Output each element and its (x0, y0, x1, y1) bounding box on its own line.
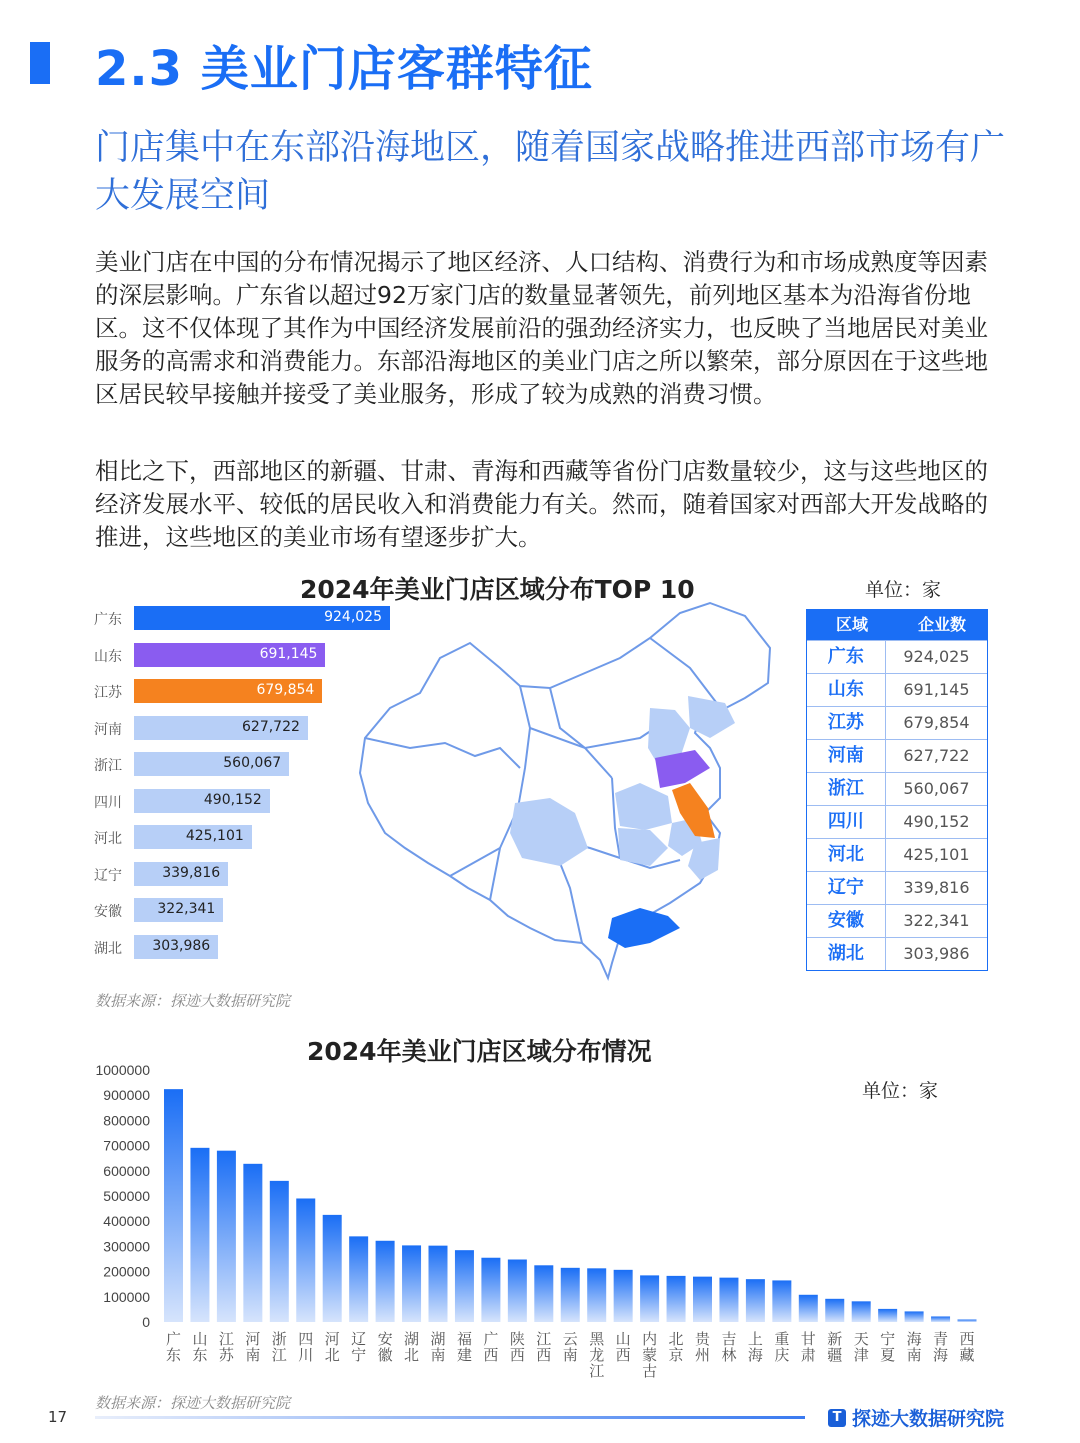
x-category-label: 四 (298, 1330, 314, 1348)
top10-bar-label: 辽宁 (94, 867, 122, 884)
chart-bar (561, 1268, 580, 1322)
y-tick-label: 300000 (103, 1238, 150, 1255)
x-category-label: 甘 (800, 1330, 816, 1348)
table-cell-count: 924,025 (903, 647, 970, 666)
x-category-label: 江 (536, 1330, 552, 1348)
footer-divider (95, 1416, 805, 1419)
table-cell-region: 广东 (807, 641, 886, 673)
table-row (807, 772, 987, 805)
chart-bar (270, 1181, 289, 1322)
x-category-label: 江 (589, 1362, 605, 1380)
x-category-label: 蒙 (642, 1346, 658, 1364)
table-cell-region: 江苏 (807, 707, 886, 739)
chart-bar (481, 1258, 500, 1322)
top10-bar (134, 752, 289, 776)
x-category-label: 湖 (404, 1330, 420, 1348)
y-tick-label: 1000000 (95, 1062, 150, 1078)
top10-bar (134, 789, 270, 813)
x-category-label: 西 (483, 1346, 499, 1364)
top10-bar-row (90, 789, 390, 813)
x-category-label: 建 (456, 1346, 472, 1364)
x-category-label: 西 (509, 1346, 525, 1364)
x-category-label: 北 (324, 1346, 340, 1364)
chart-bar (614, 1270, 633, 1322)
top10-bar-label: 河南 (94, 721, 122, 738)
y-tick-label: 600000 (103, 1162, 150, 1179)
x-category-label: 苏 (218, 1346, 234, 1364)
table-cell-count: 627,722 (903, 746, 970, 765)
chart-bar (217, 1151, 236, 1322)
x-category-label: 徽 (377, 1346, 393, 1364)
page-subtitle: 门店集中在东部沿海地区，随着国家战略推进西部市场有广大发展空间 (95, 128, 1006, 216)
table-row (807, 937, 987, 970)
x-category-label: 安 (377, 1330, 393, 1348)
y-tick-label: 800000 (103, 1112, 150, 1129)
top10-bar-value: 490,152 (203, 791, 262, 808)
top10-bar-row (90, 825, 390, 849)
table-cell-count: 560,067 (903, 779, 970, 798)
y-tick-label: 700000 (103, 1137, 150, 1154)
chart-bar (402, 1245, 421, 1322)
top10-bar (134, 935, 218, 959)
y-tick-label: 200000 (103, 1263, 150, 1280)
top10-bar-label: 河北 (94, 831, 122, 847)
top10-bar-value: 924,025 (324, 609, 382, 625)
chart-bar (376, 1241, 395, 1322)
x-category-label: 湖 (430, 1330, 446, 1348)
x-category-label: 南 (245, 1346, 261, 1364)
chart-bar (296, 1198, 315, 1322)
x-category-label: 海 (747, 1346, 763, 1364)
top10-bar-label: 四川 (94, 794, 122, 811)
top10-bar-row (90, 862, 390, 886)
chart-bar (534, 1265, 553, 1322)
bottom-unit: 单位：家 (862, 1080, 939, 1102)
x-category-label: 南 (430, 1346, 446, 1364)
chart-bar (905, 1311, 924, 1322)
x-category-label: 山 (192, 1330, 208, 1348)
table-cell-count: 322,341 (903, 911, 970, 930)
y-tick-label: 900000 (103, 1087, 150, 1104)
top10-bar-value: 691,145 (259, 645, 318, 662)
top10-bar-value: 339,816 (162, 864, 221, 881)
map-region-hubei (618, 828, 668, 866)
chart-bar (746, 1279, 765, 1322)
x-category-label: 海 (933, 1346, 949, 1364)
table-row (807, 673, 987, 706)
table-cell-region: 四川 (807, 806, 886, 838)
bottom-chart-title: 2024年美业门店区域分布情况 (307, 1037, 652, 1066)
table-cell-count: 490,152 (903, 812, 970, 831)
top10-bar-label: 安徽 (94, 904, 122, 920)
table-cell-count: 691,145 (903, 680, 970, 699)
x-category-label: 南 (562, 1346, 578, 1364)
china-map-outline (360, 603, 770, 978)
x-category-label: 州 (694, 1346, 711, 1364)
x-category-label: 宁 (351, 1346, 367, 1364)
top10-bar (134, 862, 228, 886)
chart-bar (640, 1275, 659, 1322)
chart-bar (852, 1301, 871, 1322)
table-row (807, 805, 987, 838)
paragraph-2: 相比之下，西部地区的新疆、甘肃、青海和西藏等省份门店数量较少，这与这些地区的经济发展水平、较低的居民收入和消费能力有关。然而，随着国家对西部大开发战略的推进，这些地区的美业市场有望逐步扩大。 (95, 457, 988, 551)
y-tick-label: 400000 (103, 1213, 150, 1230)
x-category-label: 疆 (827, 1346, 843, 1364)
x-category-label: 辽 (351, 1330, 367, 1348)
x-category-label: 内 (642, 1330, 658, 1348)
chart-bar (455, 1250, 474, 1322)
table-row (807, 706, 987, 739)
table-row (807, 871, 987, 904)
x-category-label: 南 (906, 1346, 922, 1364)
top10-bar-value: 322,341 (157, 901, 216, 917)
top10-table-header (807, 610, 987, 640)
top10-bar-value: 679,854 (256, 682, 315, 698)
chart-bar (508, 1260, 527, 1322)
x-category-label: 藏 (959, 1346, 975, 1364)
paragraph-1: 美业门店在中国的分布情况揭示了地区经济、人口结构、消费行为和市场成熟度等因素的深层影响。广东省以超过92万家门店的数量显著领先，前列地区基本为沿海省份地区。这不仅体现了其作为中国经济发展前沿的强劲经济实力，也反映了当地居民对美业服务的高需求和消费能力。东部沿海地区的美业门店之所以繁荣，部分原因在于这些地区居民较早接触并接受了美业服务，形成了较为成熟的消费习惯。 (95, 248, 988, 408)
top10-bar-row (90, 752, 390, 776)
x-category-label: 江 (271, 1346, 287, 1364)
top10-bar-row (90, 898, 390, 922)
table-cell-region: 山东 (807, 674, 886, 706)
table-cell-region: 河南 (807, 740, 886, 772)
x-category-label: 吉 (721, 1330, 737, 1348)
x-category-label: 西 (615, 1346, 631, 1364)
top10-bar (134, 679, 322, 703)
table-cell-region: 浙江 (807, 773, 886, 805)
x-category-label: 北 (404, 1346, 420, 1364)
top10-bar-row (90, 716, 390, 740)
x-category-label: 广 (165, 1330, 182, 1348)
top10-bar-row (90, 643, 390, 667)
chart-bar (243, 1164, 262, 1322)
x-category-label: 云 (562, 1330, 578, 1348)
x-category-label: 青 (933, 1330, 949, 1348)
x-category-label: 新 (827, 1330, 843, 1348)
chart-bar (190, 1148, 209, 1322)
chart-bar (667, 1276, 686, 1322)
top10-unit: 单位：家 (865, 579, 942, 601)
x-category-label: 重 (774, 1330, 790, 1348)
top10-bar-row (90, 935, 390, 959)
top10-bar (134, 825, 252, 849)
x-category-label: 陕 (509, 1330, 525, 1348)
chart-bar (323, 1215, 342, 1322)
x-category-label: 宁 (880, 1330, 896, 1348)
x-category-label: 黑 (589, 1330, 605, 1348)
china-map (350, 598, 800, 990)
chart-bar (164, 1089, 183, 1322)
section-accent-bar (30, 42, 50, 84)
x-category-label: 京 (668, 1346, 684, 1364)
map-region-sichuan (510, 798, 588, 866)
x-category-label: 西 (959, 1330, 975, 1348)
x-category-label: 上 (747, 1330, 763, 1348)
x-category-label: 河 (245, 1330, 261, 1348)
x-category-label: 天 (853, 1330, 869, 1348)
x-category-label: 庆 (774, 1346, 790, 1364)
table-cell-count: 303,986 (903, 944, 970, 963)
top10-bar (134, 643, 325, 667)
x-category-label: 林 (721, 1346, 737, 1364)
table-header-count: 企业数 (917, 615, 966, 634)
x-category-label: 河 (324, 1330, 340, 1348)
chart-bar (693, 1277, 712, 1322)
x-category-label: 东 (165, 1346, 182, 1364)
province-bar-chart (80, 1060, 1000, 1390)
x-category-label: 浙 (271, 1330, 287, 1348)
brand-name: 探迹大数据研究院 (852, 1408, 1005, 1430)
x-category-label: 龙 (589, 1346, 605, 1364)
table-header-region: 区域 (835, 615, 868, 634)
table-cell-count: 425,101 (903, 845, 970, 864)
top10-bar-value: 627,722 (242, 718, 300, 735)
x-category-label: 福 (456, 1330, 472, 1348)
chart-bar (587, 1268, 606, 1322)
top10-bar-label: 广东 (94, 612, 122, 628)
table-row (807, 640, 987, 673)
x-category-label: 津 (853, 1346, 869, 1364)
section-title: 2.3 美业门店客群特征 (95, 41, 593, 97)
chart-bar (958, 1319, 977, 1322)
brand-icon: T (828, 1409, 846, 1427)
chart-bar (719, 1278, 738, 1322)
top10-bar-row (90, 606, 390, 630)
x-category-label: 江 (218, 1330, 234, 1348)
chart-bar (429, 1246, 448, 1322)
top10-bar-value: 425,101 (185, 828, 244, 844)
x-category-label: 古 (642, 1362, 658, 1380)
top10-bar-label: 浙江 (94, 758, 122, 774)
top10-bar-label: 湖北 (94, 940, 122, 957)
x-category-label: 东 (192, 1346, 208, 1364)
top10-bar (134, 898, 223, 922)
table-cell-count: 339,816 (903, 878, 970, 897)
table-cell-region: 河北 (807, 839, 886, 871)
x-category-label: 海 (906, 1330, 922, 1348)
top10-bar-value: 303,986 (152, 937, 211, 954)
y-tick-label: 500000 (103, 1188, 150, 1204)
top10-bar-value: 560,067 (223, 755, 282, 771)
top10-bar-chart (90, 606, 390, 976)
page-number: 17 (48, 1408, 68, 1426)
y-tick-label: 0 (142, 1314, 150, 1330)
map-region-henan (615, 783, 672, 830)
chart-bar (799, 1295, 818, 1322)
x-category-label: 夏 (880, 1346, 896, 1364)
bottom-source: 数据来源：探迹大数据研究院 (95, 1394, 291, 1412)
table-cell-region: 安徽 (807, 905, 886, 937)
chart-bar (878, 1309, 897, 1322)
x-category-label: 川 (298, 1346, 314, 1364)
x-category-label: 贵 (694, 1330, 711, 1348)
table-cell-count: 679,854 (903, 713, 970, 732)
table-row (807, 739, 987, 772)
top10-bar-label: 山东 (94, 648, 122, 665)
y-tick-label: 100000 (103, 1288, 150, 1305)
top10-source: 数据来源：探迹大数据研究院 (95, 992, 291, 1010)
table-row (807, 838, 987, 871)
x-category-label: 西 (536, 1346, 552, 1364)
chart-bar (772, 1280, 791, 1322)
chart-bar (825, 1299, 844, 1322)
top10-bar (134, 716, 308, 740)
table-cell-region: 辽宁 (807, 872, 886, 904)
brand-logo (828, 1404, 1004, 1431)
x-category-label: 山 (615, 1330, 631, 1348)
map-region-guangdong (608, 908, 680, 948)
x-category-label: 肃 (800, 1346, 816, 1364)
top10-chart-title: 2024年美业门店区域分布TOP 10 (300, 575, 695, 604)
chart-bar (349, 1236, 368, 1322)
top10-bar-row (90, 679, 390, 703)
chart-bar (931, 1316, 950, 1322)
table-row (807, 904, 987, 937)
top10-table (806, 609, 988, 971)
top10-bar-label: 江苏 (94, 685, 122, 701)
x-category-label: 北 (668, 1330, 684, 1348)
table-cell-region: 湖北 (807, 938, 886, 970)
x-category-label: 广 (483, 1330, 499, 1348)
